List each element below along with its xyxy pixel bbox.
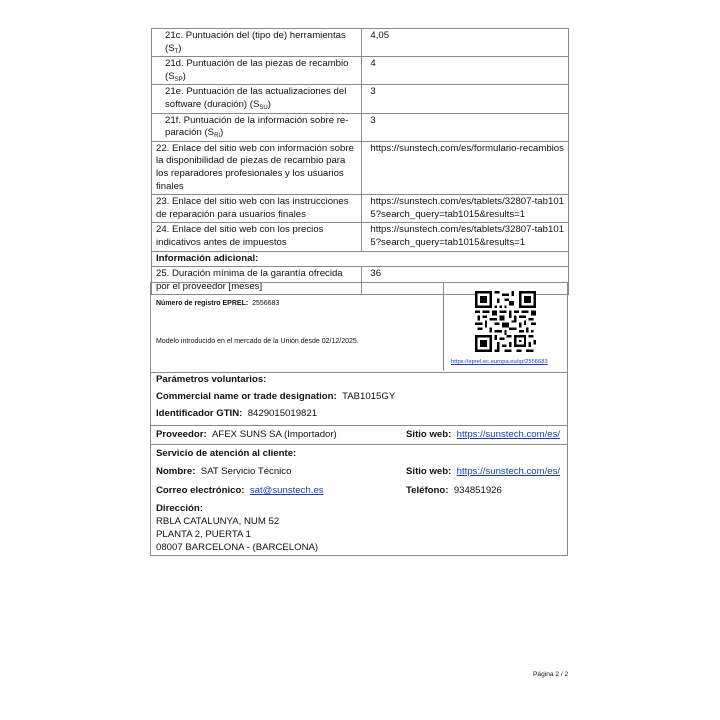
row-label: 22. Enlace del sitio web con información sobre la disponibilidad de piezas de recambio para los reparadores profesionales y los usuarios finales	[152, 141, 362, 194]
row-value: 4	[362, 57, 569, 85]
voluntary-params-heading: Parámetros voluntarios:	[156, 374, 267, 385]
row-value: 3	[362, 85, 569, 113]
address-line: PLANTA 2, PUERTA 1	[156, 529, 251, 540]
table-row	[152, 113, 569, 141]
row-label: 23. Enlace del sitio web con las instrucciones de reparación para usuarios finales	[152, 195, 362, 223]
table-row	[152, 141, 569, 194]
supplier-website-link[interactable]: https://sunstech.com/es/	[456, 429, 561, 440]
address-line: 08007 BARCELONA - (BARCELONA)	[156, 542, 319, 553]
product-info-box	[150, 282, 568, 556]
table-row	[152, 29, 569, 57]
table-row	[152, 195, 569, 223]
email-link[interactable]: sat@sunstech.es	[249, 485, 324, 496]
service-website: Sitio web: https://sunstech.com/es/	[406, 466, 561, 477]
customer-service-heading: Servicio de atención al cliente:	[156, 448, 297, 459]
repair-instructions-link: https://sunstech.com/es/tablets/32807-tab101 5?search_query=tab1015&results=1	[362, 195, 569, 223]
section-heading: Información adicional:	[152, 251, 569, 267]
page-number: Página 2 / 2	[533, 671, 569, 678]
row-label: 21c. Puntuación del (tipo de) herramientas $(S_T)$	[152, 29, 362, 57]
supplier: Proveedor: AFEX SUNS SA (Importador)	[156, 429, 337, 440]
divider	[443, 283, 444, 371]
model-intro-text: Modelo introducido en el mercado de la Unión desde 02/12/2025.	[156, 338, 359, 345]
table-row	[152, 251, 569, 267]
commercial-name: Commercial name or trade designation: TAB1015GY	[156, 391, 396, 402]
service-email: Correo electrónico: sat@sunstech.es	[156, 485, 324, 496]
eprel-section	[151, 283, 568, 373]
row-value: 3	[362, 113, 569, 141]
price-info-link: https://sunstech.com/es/tablets/32807-tab101 5?search_query=tab1015&results=1	[362, 223, 569, 251]
eprel-qr-link[interactable]: https://eprel.ec.europa.eu/qr/2556683	[451, 359, 548, 365]
spare-parts-link: https://sunstech.com/es/formulario-recambios	[362, 141, 569, 194]
table-row	[152, 223, 569, 251]
address-heading: Dirección:	[156, 503, 203, 514]
service-name: Nombre: SAT Servicio Técnico	[156, 466, 292, 477]
address-line: RBLA CATALUNYA, NUM 52	[156, 516, 280, 527]
table-row	[152, 85, 569, 113]
row-label: 21f. Puntuación de la información sobre re-paración $(S_{RI})$	[152, 113, 362, 141]
eprel-registration: Número de registro EPREL: 2556683	[156, 300, 280, 307]
service-website-link[interactable]: https://sunstech.com/es/	[456, 466, 561, 477]
gtin: Identificador GTIN: 8429015019821	[156, 408, 318, 419]
divider	[151, 425, 568, 426]
table-row	[152, 57, 569, 85]
row-label: 24. Enlace del sitio web con los precios indicativos antes de impuestos	[152, 223, 362, 251]
supplier-website: Sitio web: https://sunstech.com/es/	[406, 429, 561, 440]
row-label: 25. Duración mínima de la garantía ofrecida por el proveedor [meses]	[152, 267, 362, 295]
row-label: 21e. Puntuación de las actualizaciones del software (duración) $(S_{SU})$	[152, 85, 362, 113]
repairability-table	[151, 28, 569, 295]
service-phone: Teléfono: 934851926	[406, 485, 502, 496]
row-value: 4,05	[362, 29, 569, 57]
qr-code-icon	[475, 291, 536, 352]
row-value: 36	[362, 267, 569, 295]
row-label: 21d. Puntuación de las piezas de recambio $(S_{SP})$	[152, 57, 362, 85]
divider	[151, 444, 568, 445]
